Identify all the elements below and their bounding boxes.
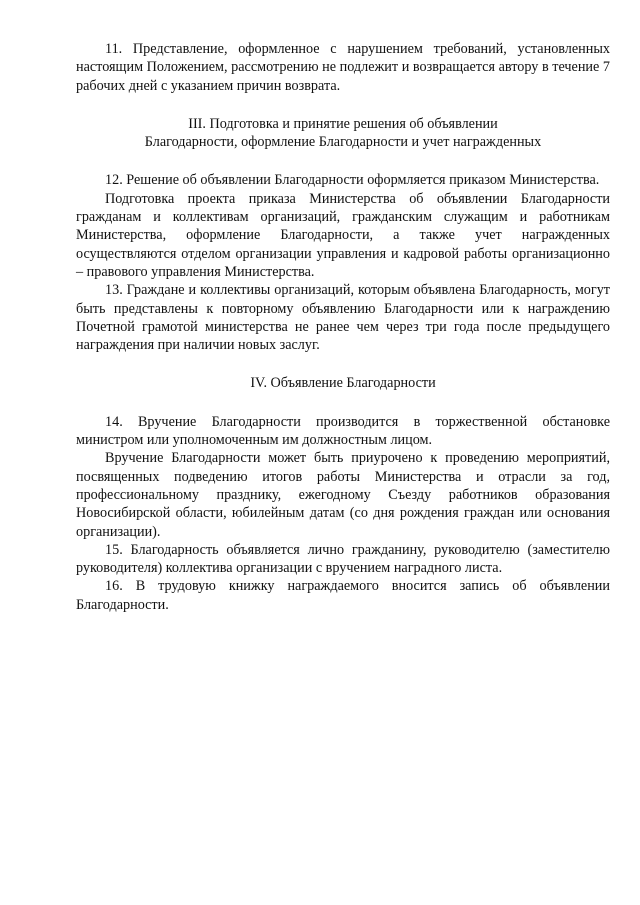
- paragraph-12: 12. Решение об объявлении Благодарности оформляется приказом Министерства.: [105, 172, 600, 189]
- paragraph-11: 11. Представление, оформленное с нарушением требований, установленных настоящим Положением, рассмотрению не подлежит и возвращается автору в течение 7 рабочих дней с указанием причин возврата.: [76, 41, 610, 94]
- paragraph-15: 15. Благодарность объявляется лично гражданину, руководителю (заместителю руководителя) коллектива организации с вручением наградного листа.: [76, 541, 610, 577]
- section-heading-3: [76, 115, 610, 152]
- paragraph-14: 14. Вручение Благодарности производится в торжественной обстановке министром или уполномоченным им должностным лицом.: [76, 413, 610, 449]
- paragraph-14-continued: Вручение Благодарности может быть приурочено к проведению мероприятий, посвященных подведению итогов работы Министерства и отрасли за год, профессиональному празднику, ежегодному Съезду работников образования Новосибирской области, юбилейным датам (со дня рождения граждан или основания организации).: [76, 450, 610, 540]
- section-heading-4: IV. Объявление Благодарности: [250, 375, 436, 392]
- paragraph-13: 13. Граждане и коллективы организаций, которым объявлена Благодарность, могут быть представлены к повторному объявлению Благодарности или к награждению Почетной грамотой министерства не ранее чем через три года после предыдущего награждения при наличии новых заслуг.: [76, 282, 610, 354]
- paragraph-12-continued: Подготовка проекта приказа Министерства об объявлении Благодарности гражданам и коллективам организаций, гражданским служащим и работникам Министерства, оформление Благодарности, а также учет награжденных осуществляются отделом организации управления и кадровой работы организационно – правового управления Министерства.: [76, 190, 610, 280]
- document-body: [76, 40, 610, 614]
- section-heading-3-line-1: III. Подготовка и принятие решения об объявлении: [188, 115, 498, 132]
- paragraph-16: 16. В трудовую книжку награждаемого вносится запись об объявлении Благодарности.: [76, 578, 610, 613]
- section-heading-3-line-2: Благодарности, оформление Благодарности и учет награжденных: [144, 134, 542, 151]
